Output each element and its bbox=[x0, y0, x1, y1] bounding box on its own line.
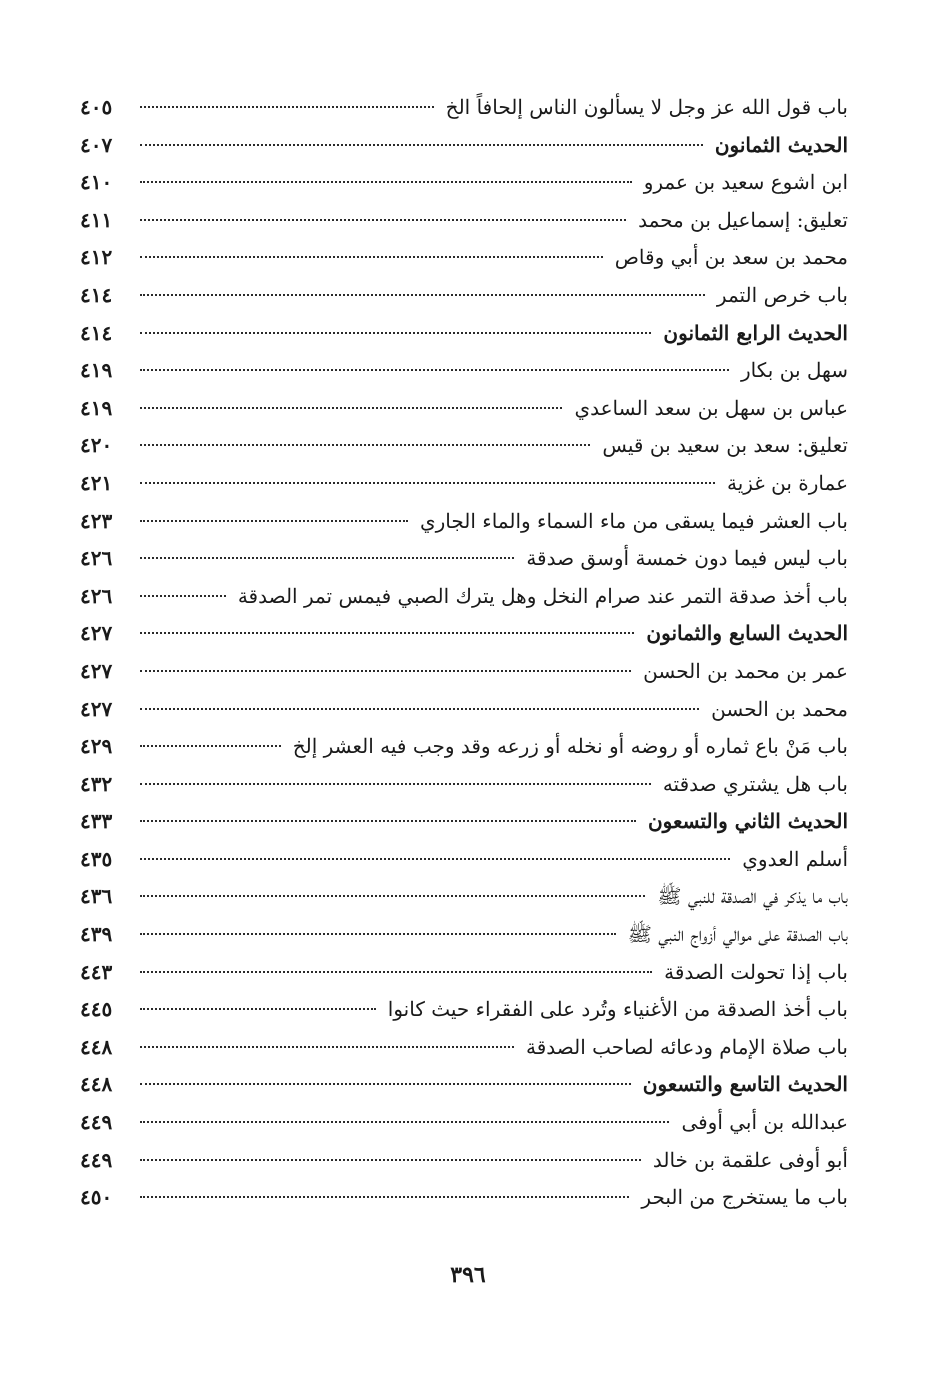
dot-leader bbox=[140, 1083, 631, 1085]
dot-leader bbox=[140, 482, 715, 484]
toc-heading-row bbox=[80, 315, 848, 353]
toc-entry-row bbox=[80, 465, 848, 503]
table-of-contents bbox=[80, 89, 848, 1217]
dot-leader bbox=[140, 181, 632, 183]
entry-title: ابن اشوع سعيد بن عمرو bbox=[643, 170, 848, 195]
entry-page-number: ٤٢٦ bbox=[80, 546, 113, 571]
entry-page-number: ٤٤٨ bbox=[80, 1072, 113, 1097]
toc-entry-row bbox=[80, 352, 848, 390]
entry-page-number: ٤٢٩ bbox=[80, 734, 113, 759]
entry-title: أسلم العدوي bbox=[742, 846, 848, 871]
dot-leader bbox=[140, 106, 434, 108]
dot-leader bbox=[140, 670, 631, 672]
entry-page-number: ٤٤٩ bbox=[80, 1147, 113, 1172]
entry-title: باب إذا تحولت الصدقة bbox=[664, 959, 848, 984]
toc-entry-row bbox=[80, 691, 848, 729]
entry-page-number: ٤٢٧ bbox=[80, 658, 113, 683]
toc-entry-row bbox=[80, 164, 848, 202]
dot-leader bbox=[140, 1196, 629, 1198]
toc-heading-row bbox=[80, 1066, 848, 1104]
dot-leader bbox=[140, 858, 730, 860]
entry-title: محمد بن الحسن bbox=[711, 696, 848, 721]
entry-page-number: ٤٢٣ bbox=[80, 508, 113, 533]
entry-page-number: ٤٠٥ bbox=[80, 95, 113, 119]
entry-title: سهل بن بكار bbox=[741, 358, 848, 383]
entry-title: عمر بن محمد بن الحسن bbox=[643, 658, 848, 683]
toc-entry-row bbox=[80, 766, 848, 804]
dot-leader bbox=[140, 595, 226, 597]
entry-title: تعليق: إسماعيل بن محمد bbox=[638, 207, 848, 232]
entry-page-number: ٤٢٧ bbox=[80, 621, 113, 646]
entry-page-number: ٤٢٧ bbox=[80, 696, 113, 721]
entry-page-number: ٤٣٢ bbox=[80, 771, 113, 796]
toc-entry-row bbox=[80, 202, 848, 240]
entry-title: عبدالله بن أبي أوفى bbox=[681, 1110, 848, 1135]
entry-page-number: ٤٢٦ bbox=[80, 583, 113, 608]
entry-page-number: ٤٣٦ bbox=[80, 884, 113, 909]
toc-entry-row bbox=[80, 540, 848, 578]
toc-entry-row bbox=[80, 277, 848, 315]
toc-heading-row bbox=[80, 615, 848, 653]
toc-entry-row bbox=[80, 239, 848, 277]
dot-leader bbox=[140, 219, 626, 221]
entry-page-number: ٤٤٣ bbox=[80, 959, 113, 984]
entry-title: باب ما يذكر في الصدقة للنبي ﷺ bbox=[657, 884, 848, 909]
toc-entry-row bbox=[80, 503, 848, 541]
toc-entry-row bbox=[80, 1104, 848, 1142]
entry-title: باب خرص التمر bbox=[716, 282, 848, 307]
entry-title: عباس بن سهل بن سعد الساعدي bbox=[574, 395, 848, 420]
toc-entry-row bbox=[80, 89, 848, 127]
dot-leader bbox=[140, 1159, 641, 1161]
entry-page-number: ٤٣٣ bbox=[80, 809, 113, 834]
toc-entry-row bbox=[80, 841, 848, 879]
entry-page-number: ٤٣٩ bbox=[80, 922, 113, 947]
entry-title: باب ما يستخرج من البحر bbox=[641, 1185, 848, 1210]
entry-title: باب صلاة الإمام ودعائه لصاحب الصدقة bbox=[525, 1034, 848, 1059]
entry-page-number: ٤٤٩ bbox=[80, 1110, 113, 1135]
toc-heading-row bbox=[80, 127, 848, 165]
entry-title: الحديث السابع والثمانون bbox=[646, 621, 848, 646]
toc-entry-row bbox=[80, 1029, 848, 1067]
toc-entry-row bbox=[80, 954, 848, 992]
dot-leader bbox=[140, 407, 562, 409]
dot-leader bbox=[140, 632, 634, 634]
toc-entry-row bbox=[80, 390, 848, 428]
entry-title: باب العشر فيما يسقى من ماء السماء والماء الجاري bbox=[419, 508, 848, 533]
entry-page-number: ٤٤٥ bbox=[80, 997, 113, 1022]
dot-leader bbox=[140, 444, 590, 446]
entry-page-number: ٤٢٠ bbox=[80, 433, 113, 458]
entry-page-number: ٤١١ bbox=[80, 207, 113, 232]
entry-title: باب أخذ صدقة التمر عند صرام النخل وهل يترك الصبي فيمس تمر الصدقة bbox=[237, 583, 848, 608]
entry-page-number: ٤٣٥ bbox=[80, 846, 113, 871]
toc-entry-row bbox=[80, 578, 848, 616]
entry-page-number: ٤٥٠ bbox=[80, 1185, 113, 1210]
entry-title: الحديث الرابع الثمانون bbox=[663, 320, 848, 345]
toc-heading-row bbox=[80, 803, 848, 841]
toc-entry-row bbox=[80, 1179, 848, 1217]
dot-leader bbox=[140, 332, 651, 334]
dot-leader bbox=[140, 971, 652, 973]
toc-entry-row bbox=[80, 916, 848, 954]
toc-entry-row bbox=[80, 1142, 848, 1180]
entry-title: أبو أوفى علقمة بن خالد bbox=[652, 1147, 848, 1172]
toc-entry-row bbox=[80, 427, 848, 465]
toc-entry-row bbox=[80, 991, 848, 1029]
entry-page-number: ٤١٠ bbox=[80, 170, 113, 195]
entry-page-number: ٤٠٧ bbox=[80, 132, 113, 157]
dot-leader bbox=[140, 708, 699, 710]
dot-leader bbox=[140, 144, 703, 146]
dot-leader bbox=[140, 294, 705, 296]
entry-page-number: ٤١٤ bbox=[80, 320, 113, 345]
entry-title: الحديث التاسع والتسعون bbox=[642, 1072, 848, 1097]
page-number: ٣٩٦ bbox=[450, 1262, 486, 1288]
toc-entry-row bbox=[80, 653, 848, 691]
entry-title: الحديث الثاني والتسعون bbox=[647, 809, 848, 834]
dot-leader bbox=[140, 557, 514, 559]
entry-title: تعليق: سعد بن سعيد بن قيس bbox=[602, 433, 848, 458]
entry-title: باب الصدقة على موالي أزواج النبي ﷺ bbox=[627, 922, 848, 947]
entry-title: باب هل يشتري صدقته bbox=[662, 771, 848, 796]
entry-title: باب قول الله عز وجل لا يسألون الناس إلحافاً الخ bbox=[445, 95, 848, 119]
dot-leader bbox=[140, 256, 603, 258]
dot-leader bbox=[140, 745, 281, 747]
entry-title: باب أخذ الصدقة من الأغنياء وتُرد على الفقراء حيث كانوا bbox=[387, 997, 848, 1022]
dot-leader bbox=[140, 1046, 514, 1048]
dot-leader bbox=[140, 783, 651, 785]
dot-leader bbox=[140, 1121, 669, 1123]
entry-page-number: ٤١٩ bbox=[80, 358, 113, 383]
entry-page-number: ٤١٤ bbox=[80, 282, 113, 307]
entry-title: باب مَنْ باع ثماره أو روضه أو نخله أو زرعه وقد وجب فيه العشر إلخ bbox=[292, 734, 848, 759]
entry-page-number: ٤١٢ bbox=[80, 245, 113, 270]
dot-leader bbox=[140, 369, 729, 371]
toc-entry-row bbox=[80, 728, 848, 766]
entry-title: محمد بن سعد بن أبي وقاص bbox=[614, 245, 848, 270]
dot-leader bbox=[140, 820, 636, 822]
entry-title: الحديث الثمانون bbox=[714, 132, 848, 157]
entry-page-number: ٤٢١ bbox=[80, 470, 113, 495]
entry-title: عمارة بن غزية bbox=[726, 470, 848, 495]
entry-title: باب ليس فيما دون خمسة أوسق صدقة bbox=[526, 546, 848, 571]
toc-entry-row bbox=[80, 878, 848, 916]
dot-leader bbox=[140, 1008, 376, 1010]
dot-leader bbox=[140, 895, 645, 897]
entry-page-number: ٤١٩ bbox=[80, 395, 113, 420]
dot-leader bbox=[140, 520, 408, 522]
entry-page-number: ٤٤٨ bbox=[80, 1034, 113, 1059]
dot-leader bbox=[140, 933, 616, 935]
